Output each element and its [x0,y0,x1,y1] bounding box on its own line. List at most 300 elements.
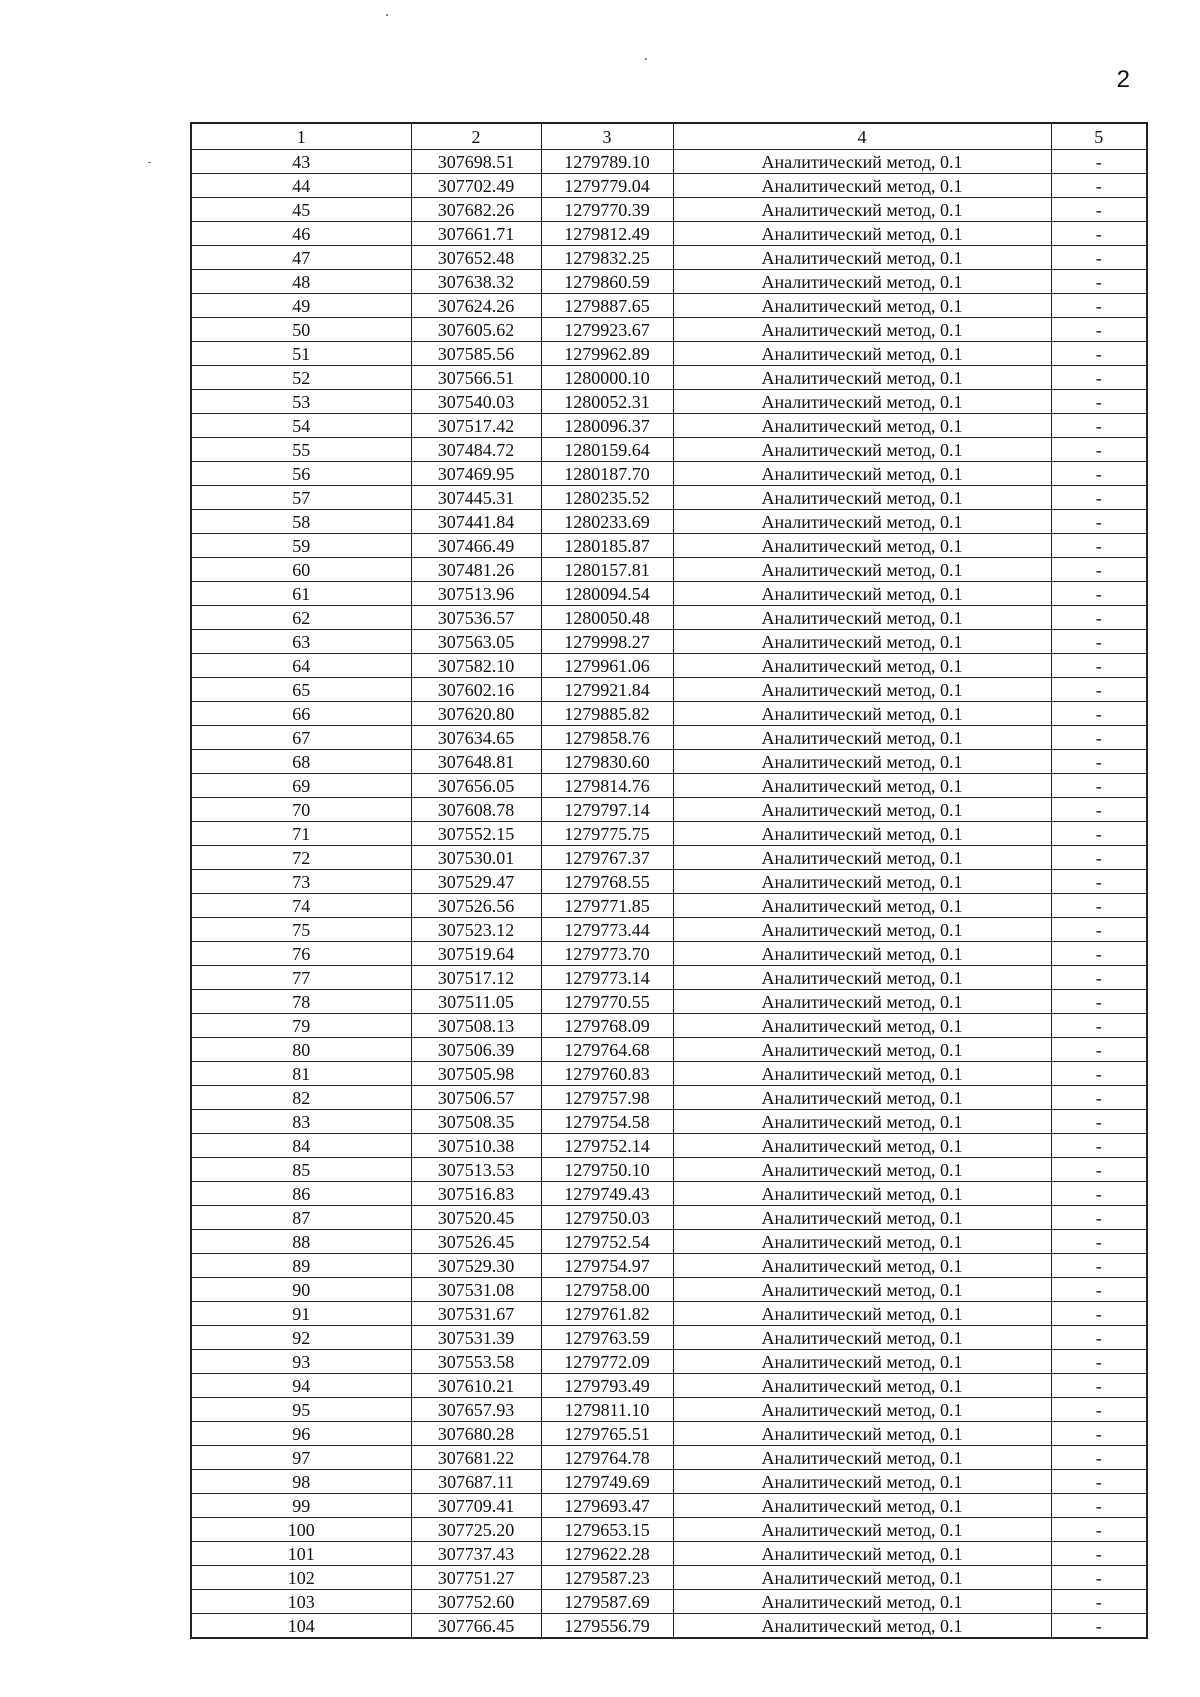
x-coordinate-cell: 307529.30 [411,1254,541,1278]
note-cell: - [1051,1302,1147,1326]
point-number-cell: 72 [191,846,411,870]
point-number-cell: 92 [191,1326,411,1350]
note-cell: - [1051,174,1147,198]
point-number-cell: 55 [191,438,411,462]
x-coordinate-cell: 307682.26 [411,198,541,222]
point-number-cell: 48 [191,270,411,294]
x-coordinate-cell: 307698.51 [411,150,541,174]
x-coordinate-cell: 307566.51 [411,366,541,390]
table-row [191,1158,1147,1182]
method-cell: Аналитический метод, 0.1 [673,1494,1051,1518]
column-header-5: 5 [1051,123,1147,150]
point-number-cell: 99 [191,1494,411,1518]
point-number-cell: 87 [191,1206,411,1230]
point-number-cell: 45 [191,198,411,222]
x-coordinate-cell: 307526.56 [411,894,541,918]
point-number-cell: 52 [191,366,411,390]
point-number-cell: 50 [191,318,411,342]
note-cell: - [1051,1158,1147,1182]
method-cell: Аналитический метод, 0.1 [673,630,1051,654]
scan-speck [148,162,151,163]
note-cell: - [1051,1326,1147,1350]
y-coordinate-cell: 1279754.58 [541,1110,673,1134]
method-cell: Аналитический метод, 0.1 [673,1254,1051,1278]
method-cell: Аналитический метод, 0.1 [673,894,1051,918]
point-number-cell: 78 [191,990,411,1014]
table-row [191,630,1147,654]
method-cell: Аналитический метод, 0.1 [673,462,1051,486]
method-cell: Аналитический метод, 0.1 [673,294,1051,318]
x-coordinate-cell: 307526.45 [411,1230,541,1254]
method-cell: Аналитический метод, 0.1 [673,1326,1051,1350]
table-header-row [191,123,1147,150]
table-row [191,510,1147,534]
point-number-cell: 100 [191,1518,411,1542]
point-number-cell: 43 [191,150,411,174]
y-coordinate-cell: 1280050.48 [541,606,673,630]
x-coordinate-cell: 307508.13 [411,1014,541,1038]
note-cell: - [1051,1494,1147,1518]
method-cell: Аналитический метод, 0.1 [673,1422,1051,1446]
x-coordinate-cell: 307505.98 [411,1062,541,1086]
note-cell: - [1051,1278,1147,1302]
table-row [191,1278,1147,1302]
method-cell: Аналитический метод, 0.1 [673,1542,1051,1566]
point-number-cell: 89 [191,1254,411,1278]
point-number-cell: 70 [191,798,411,822]
point-number-cell: 49 [191,294,411,318]
y-coordinate-cell: 1279767.37 [541,846,673,870]
point-number-cell: 44 [191,174,411,198]
table-row [191,390,1147,414]
note-cell: - [1051,1182,1147,1206]
table-row [191,318,1147,342]
note-cell: - [1051,1422,1147,1446]
table-row [191,654,1147,678]
y-coordinate-cell: 1279860.59 [541,270,673,294]
x-coordinate-cell: 307725.20 [411,1518,541,1542]
method-cell: Аналитический метод, 0.1 [673,534,1051,558]
table-row [191,462,1147,486]
method-cell: Аналитический метод, 0.1 [673,1230,1051,1254]
note-cell: - [1051,1614,1147,1639]
method-cell: Аналитический метод, 0.1 [673,1086,1051,1110]
method-cell: Аналитический метод, 0.1 [673,1374,1051,1398]
table-row [191,918,1147,942]
y-coordinate-cell: 1279789.10 [541,150,673,174]
note-cell: - [1051,894,1147,918]
table-row [191,1206,1147,1230]
x-coordinate-cell: 307657.93 [411,1398,541,1422]
table-body [191,150,1147,1639]
x-coordinate-cell: 307610.21 [411,1374,541,1398]
table-row [191,1014,1147,1038]
y-coordinate-cell: 1280187.70 [541,462,673,486]
x-coordinate-cell: 307737.43 [411,1542,541,1566]
y-coordinate-cell: 1279812.49 [541,222,673,246]
y-coordinate-cell: 1279921.84 [541,678,673,702]
table-row [191,822,1147,846]
point-number-cell: 102 [191,1566,411,1590]
column-header-1: 1 [191,123,411,150]
method-cell: Аналитический метод, 0.1 [673,1014,1051,1038]
y-coordinate-cell: 1279772.09 [541,1350,673,1374]
x-coordinate-cell: 307602.16 [411,678,541,702]
x-coordinate-cell: 307624.26 [411,294,541,318]
y-coordinate-cell: 1280185.87 [541,534,673,558]
note-cell: - [1051,606,1147,630]
note-cell: - [1051,1542,1147,1566]
scan-speck [386,14,388,16]
y-coordinate-cell: 1279961.06 [541,654,673,678]
x-coordinate-cell: 307634.65 [411,726,541,750]
method-cell: Аналитический метод, 0.1 [673,726,1051,750]
table-row [191,294,1147,318]
y-coordinate-cell: 1279773.44 [541,918,673,942]
x-coordinate-cell: 307680.28 [411,1422,541,1446]
point-number-cell: 57 [191,486,411,510]
x-coordinate-cell: 307531.39 [411,1326,541,1350]
note-cell: - [1051,1446,1147,1470]
method-cell: Аналитический метод, 0.1 [673,366,1051,390]
y-coordinate-cell: 1279858.76 [541,726,673,750]
y-coordinate-cell: 1279763.59 [541,1326,673,1350]
method-cell: Аналитический метод, 0.1 [673,798,1051,822]
point-number-cell: 104 [191,1614,411,1639]
note-cell: - [1051,966,1147,990]
note-cell: - [1051,246,1147,270]
table-row [191,1134,1147,1158]
point-number-cell: 68 [191,750,411,774]
note-cell: - [1051,1110,1147,1134]
y-coordinate-cell: 1279793.49 [541,1374,673,1398]
note-cell: - [1051,150,1147,174]
table-row [191,1590,1147,1614]
x-coordinate-cell: 307523.12 [411,918,541,942]
y-coordinate-cell: 1279622.28 [541,1542,673,1566]
note-cell: - [1051,558,1147,582]
x-coordinate-cell: 307656.05 [411,774,541,798]
method-cell: Аналитический метод, 0.1 [673,846,1051,870]
x-coordinate-cell: 307531.08 [411,1278,541,1302]
table-row [191,1038,1147,1062]
method-cell: Аналитический метод, 0.1 [673,1470,1051,1494]
x-coordinate-cell: 307520.45 [411,1206,541,1230]
y-coordinate-cell: 1279587.23 [541,1566,673,1590]
x-coordinate-cell: 307516.83 [411,1182,541,1206]
method-cell: Аналитический метод, 0.1 [673,1566,1051,1590]
method-cell: Аналитический метод, 0.1 [673,942,1051,966]
point-number-cell: 82 [191,1086,411,1110]
column-header-3: 3 [541,123,673,150]
note-cell: - [1051,1086,1147,1110]
table-row [191,534,1147,558]
note-cell: - [1051,342,1147,366]
point-number-cell: 71 [191,822,411,846]
point-number-cell: 90 [191,1278,411,1302]
note-cell: - [1051,318,1147,342]
table-row [191,726,1147,750]
table-row [191,990,1147,1014]
y-coordinate-cell: 1279764.68 [541,1038,673,1062]
note-cell: - [1051,750,1147,774]
x-coordinate-cell: 307766.45 [411,1614,541,1639]
table-row [191,1398,1147,1422]
point-number-cell: 69 [191,774,411,798]
x-coordinate-cell: 307608.78 [411,798,541,822]
note-cell: - [1051,990,1147,1014]
method-cell: Аналитический метод, 0.1 [673,1110,1051,1134]
y-coordinate-cell: 1279887.65 [541,294,673,318]
method-cell: Аналитический метод, 0.1 [673,822,1051,846]
y-coordinate-cell: 1279757.98 [541,1086,673,1110]
method-cell: Аналитический метод, 0.1 [673,1206,1051,1230]
note-cell: - [1051,1254,1147,1278]
y-coordinate-cell: 1279749.69 [541,1470,673,1494]
table-row [191,966,1147,990]
method-cell: Аналитический метод, 0.1 [673,1590,1051,1614]
note-cell: - [1051,462,1147,486]
column-header-2: 2 [411,123,541,150]
note-cell: - [1051,678,1147,702]
table-row [191,1350,1147,1374]
point-number-cell: 51 [191,342,411,366]
point-number-cell: 54 [191,414,411,438]
point-number-cell: 63 [191,630,411,654]
method-cell: Аналитический метод, 0.1 [673,318,1051,342]
y-coordinate-cell: 1279797.14 [541,798,673,822]
y-coordinate-cell: 1280094.54 [541,582,673,606]
y-coordinate-cell: 1279770.39 [541,198,673,222]
method-cell: Аналитический метод, 0.1 [673,174,1051,198]
table-row [191,366,1147,390]
note-cell: - [1051,1350,1147,1374]
y-coordinate-cell: 1279768.55 [541,870,673,894]
note-cell: - [1051,822,1147,846]
y-coordinate-cell: 1279749.43 [541,1182,673,1206]
note-cell: - [1051,510,1147,534]
y-coordinate-cell: 1279775.75 [541,822,673,846]
note-cell: - [1051,582,1147,606]
point-number-cell: 84 [191,1134,411,1158]
coordinates-table [190,122,1148,1639]
method-cell: Аналитический метод, 0.1 [673,1398,1051,1422]
page-number: 2 [1116,66,1130,93]
point-number-cell: 61 [191,582,411,606]
method-cell: Аналитический метод, 0.1 [673,150,1051,174]
method-cell: Аналитический метод, 0.1 [673,966,1051,990]
table-row [191,1566,1147,1590]
note-cell: - [1051,702,1147,726]
point-number-cell: 67 [191,726,411,750]
table-row [191,414,1147,438]
x-coordinate-cell: 307752.60 [411,1590,541,1614]
x-coordinate-cell: 307508.35 [411,1110,541,1134]
table-row [191,606,1147,630]
table-row [191,174,1147,198]
y-coordinate-cell: 1279761.82 [541,1302,673,1326]
table-row [191,702,1147,726]
y-coordinate-cell: 1280096.37 [541,414,673,438]
y-coordinate-cell: 1279760.83 [541,1062,673,1086]
point-number-cell: 74 [191,894,411,918]
method-cell: Аналитический метод, 0.1 [673,414,1051,438]
x-coordinate-cell: 307661.71 [411,222,541,246]
method-cell: Аналитический метод, 0.1 [673,1350,1051,1374]
note-cell: - [1051,1398,1147,1422]
method-cell: Аналитический метод, 0.1 [673,1158,1051,1182]
y-coordinate-cell: 1279811.10 [541,1398,673,1422]
x-coordinate-cell: 307513.96 [411,582,541,606]
method-cell: Аналитический метод, 0.1 [673,678,1051,702]
x-coordinate-cell: 307620.80 [411,702,541,726]
method-cell: Аналитический метод, 0.1 [673,342,1051,366]
point-number-cell: 85 [191,1158,411,1182]
point-number-cell: 47 [191,246,411,270]
table-row [191,246,1147,270]
note-cell: - [1051,438,1147,462]
point-number-cell: 58 [191,510,411,534]
x-coordinate-cell: 307469.95 [411,462,541,486]
x-coordinate-cell: 307638.32 [411,270,541,294]
method-cell: Аналитический метод, 0.1 [673,606,1051,630]
table-row [191,438,1147,462]
note-cell: - [1051,774,1147,798]
x-coordinate-cell: 307519.64 [411,942,541,966]
table-row [191,1614,1147,1639]
table-row [191,1518,1147,1542]
note-cell: - [1051,942,1147,966]
method-cell: Аналитический метод, 0.1 [673,1278,1051,1302]
method-cell: Аналитический метод, 0.1 [673,510,1051,534]
x-coordinate-cell: 307506.39 [411,1038,541,1062]
y-coordinate-cell: 1279693.47 [541,1494,673,1518]
table-row [191,1422,1147,1446]
x-coordinate-cell: 307605.62 [411,318,541,342]
x-coordinate-cell: 307484.72 [411,438,541,462]
method-cell: Аналитический метод, 0.1 [673,390,1051,414]
note-cell: - [1051,870,1147,894]
point-number-cell: 65 [191,678,411,702]
y-coordinate-cell: 1279830.60 [541,750,673,774]
table-row [191,846,1147,870]
note-cell: - [1051,1014,1147,1038]
x-coordinate-cell: 307585.56 [411,342,541,366]
table-row [191,1542,1147,1566]
method-cell: Аналитический метод, 0.1 [673,222,1051,246]
x-coordinate-cell: 307681.22 [411,1446,541,1470]
y-coordinate-cell: 1279653.15 [541,1518,673,1542]
x-coordinate-cell: 307513.53 [411,1158,541,1182]
x-coordinate-cell: 307511.05 [411,990,541,1014]
note-cell: - [1051,630,1147,654]
note-cell: - [1051,414,1147,438]
table-row [191,1326,1147,1350]
note-cell: - [1051,366,1147,390]
table-row [191,1182,1147,1206]
note-cell: - [1051,222,1147,246]
table-row [191,1230,1147,1254]
method-cell: Аналитический метод, 0.1 [673,870,1051,894]
point-number-cell: 73 [191,870,411,894]
point-number-cell: 59 [191,534,411,558]
table-row [191,1446,1147,1470]
note-cell: - [1051,654,1147,678]
table-row [191,198,1147,222]
column-header-4: 4 [673,123,1051,150]
method-cell: Аналитический метод, 0.1 [673,558,1051,582]
y-coordinate-cell: 1279758.00 [541,1278,673,1302]
table-row [191,678,1147,702]
x-coordinate-cell: 307517.12 [411,966,541,990]
scan-speck [645,58,647,60]
y-coordinate-cell: 1279556.79 [541,1614,673,1639]
method-cell: Аналитический метод, 0.1 [673,774,1051,798]
y-coordinate-cell: 1279771.85 [541,894,673,918]
table-row [191,750,1147,774]
note-cell: - [1051,486,1147,510]
table-row [191,270,1147,294]
y-coordinate-cell: 1280000.10 [541,366,673,390]
point-number-cell: 77 [191,966,411,990]
point-number-cell: 75 [191,918,411,942]
note-cell: - [1051,1230,1147,1254]
y-coordinate-cell: 1279814.76 [541,774,673,798]
x-coordinate-cell: 307709.41 [411,1494,541,1518]
y-coordinate-cell: 1279773.14 [541,966,673,990]
note-cell: - [1051,726,1147,750]
note-cell: - [1051,270,1147,294]
note-cell: - [1051,1566,1147,1590]
y-coordinate-cell: 1280233.69 [541,510,673,534]
table-row [191,222,1147,246]
note-cell: - [1051,798,1147,822]
table-row [191,582,1147,606]
method-cell: Аналитический метод, 0.1 [673,1302,1051,1326]
y-coordinate-cell: 1280159.64 [541,438,673,462]
x-coordinate-cell: 307510.38 [411,1134,541,1158]
y-coordinate-cell: 1279770.55 [541,990,673,1014]
y-coordinate-cell: 1279764.78 [541,1446,673,1470]
y-coordinate-cell: 1279750.10 [541,1158,673,1182]
y-coordinate-cell: 1279750.03 [541,1206,673,1230]
y-coordinate-cell: 1279885.82 [541,702,673,726]
point-number-cell: 88 [191,1230,411,1254]
method-cell: Аналитический метод, 0.1 [673,1038,1051,1062]
method-cell: Аналитический метод, 0.1 [673,198,1051,222]
note-cell: - [1051,1062,1147,1086]
method-cell: Аналитический метод, 0.1 [673,702,1051,726]
y-coordinate-cell: 1279998.27 [541,630,673,654]
y-coordinate-cell: 1279765.51 [541,1422,673,1446]
y-coordinate-cell: 1279587.69 [541,1590,673,1614]
x-coordinate-cell: 307536.57 [411,606,541,630]
note-cell: - [1051,918,1147,942]
x-coordinate-cell: 307553.58 [411,1350,541,1374]
note-cell: - [1051,294,1147,318]
method-cell: Аналитический метод, 0.1 [673,990,1051,1014]
note-cell: - [1051,1038,1147,1062]
table-row [191,942,1147,966]
table-row [191,798,1147,822]
point-number-cell: 93 [191,1350,411,1374]
point-number-cell: 94 [191,1374,411,1398]
x-coordinate-cell: 307552.15 [411,822,541,846]
table-row [191,870,1147,894]
note-cell: - [1051,534,1147,558]
x-coordinate-cell: 307481.26 [411,558,541,582]
y-coordinate-cell: 1279768.09 [541,1014,673,1038]
